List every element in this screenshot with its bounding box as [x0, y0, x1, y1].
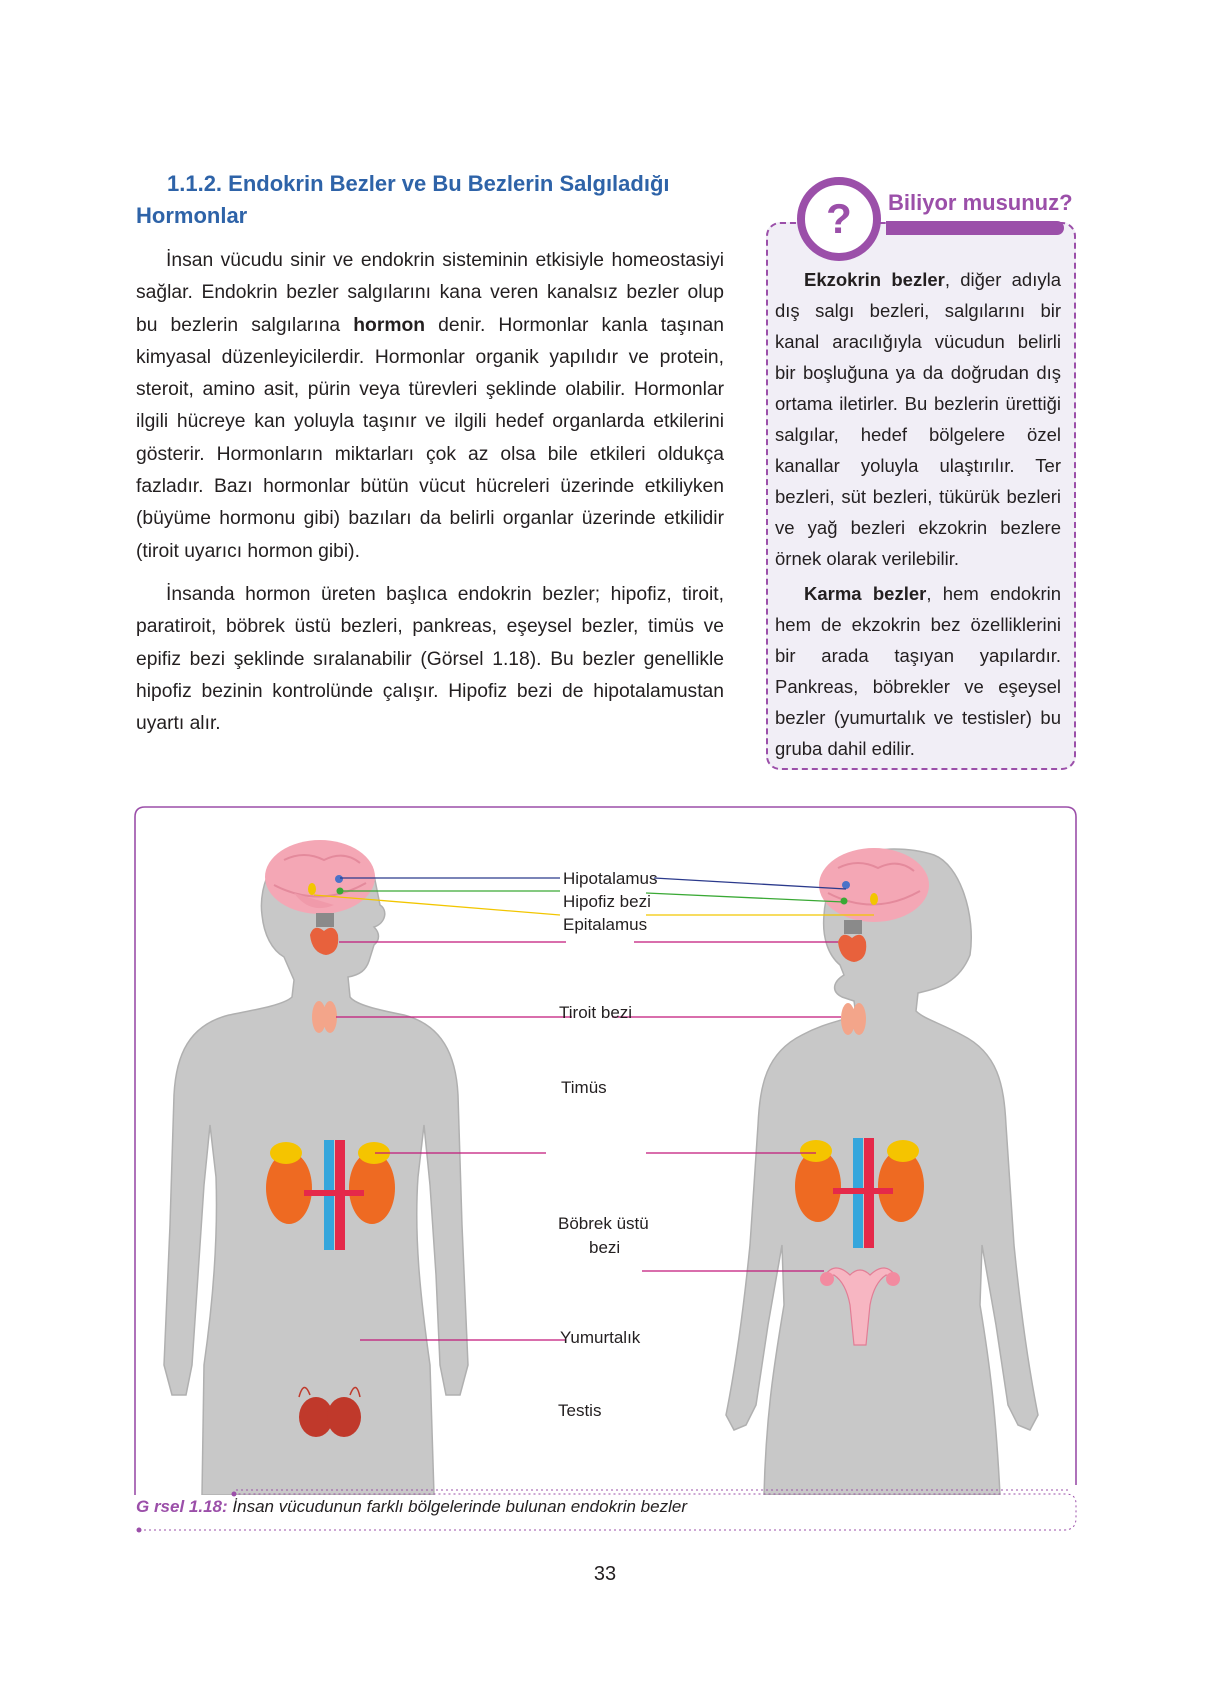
label-testis: Testis: [558, 1401, 602, 1420]
label-epitalamus: Epitalamus: [563, 915, 648, 934]
female-epitalamus: [870, 893, 878, 905]
paragraph-1: [136, 245, 724, 568]
female-hipofiz: [841, 898, 848, 905]
info-box-text: [775, 264, 1061, 764]
term-ekzokrin: Ekzokrin bezler: [804, 269, 945, 290]
paragraph-2: İnsanda hormon üreten başlıca endokrin bezler; hipofiz, tiroit, paratiroit, böbrek üstü bezleri, pankreas, eşeysel bezler, timüs ve epifiz bezi şeklinde sıralanabilir (Görsel 1.18). Bu bezler genellikle hipofiz bezinin kontrolünde çalışır. Hipofiz bezi de hipotalamustan uyartı alır.: [136, 583, 724, 735]
label-tiroit: Tiroit bezi: [559, 1003, 633, 1022]
label-yumurtalik: Yumurtalık: [560, 1328, 641, 1347]
label-bobrek-line2: bezi: [589, 1238, 621, 1257]
section-number: 1.1.2.: [167, 171, 223, 196]
label-hipofiz: Hipofiz bezi: [563, 892, 651, 911]
label-timus: Timüs: [561, 1078, 607, 1097]
main-text: [136, 245, 724, 740]
male-epitalamus: [308, 883, 316, 895]
paragraph-1-start: İnsan vücudu sinir ve endokrin sisteminin etkisiyle homeostasiyi sağlar. Endokrin bezler salgılarını kana veren kanalsız bezler olup bu bezlerin salgılarına: [136, 250, 724, 336]
caption-frame: [134, 1490, 1084, 1534]
question-mark-icon: ?: [826, 195, 852, 242]
male-brain: [265, 840, 375, 914]
section-title-line2: Hormonlar: [136, 203, 248, 228]
page-number: 33: [593, 1563, 617, 1585]
paragraph-1-rest: denir. Hormonlar kanla taşınan kimyasal düzenleyicilerdir. Hormonlar organik yapılıdır ve protein, steroit, amino asit, pürin veya türevleri şeklinde olabilir. Hormonlar ilgili hücreye kan yoluyla taşınır ve ilgili hedef organlarda etkilerini gösterir. Hormonların miktarları çok az olsa bile etkileri oldukça fazladır. Bazı hormonlar bütün vücut hücreleri üzerinde etkiliyken (büyüme hormonu gibi) bazıları da belirli organlar üzerinde etkilidir (tiroit uyarıcı hormon gibi).: [136, 314, 724, 562]
caption-text: İnsan vücudunun farklı bölgelerinde bulunan endokrin bezler: [227, 1497, 687, 1516]
label-bobrek-line1: Böbrek üstü: [558, 1214, 649, 1233]
label-hipotalamus: Hipotalamus: [563, 869, 658, 888]
female-hipotalamus: [842, 881, 850, 889]
section-heading: [136, 168, 726, 232]
section-title-line1: Endokrin Bezler ve Bu Bezlerin Salgıladığı: [228, 171, 670, 196]
info-paragraph-1-text: , diğer adıyla dış salgı bezleri, salgılarını bir kanal aracılığıyla vücudun belirli bir boşluğuna ya da doğrudan dış ortama iletirler. Bu bezlerin ürettiği salgılar, hedef bölgelere özel kanallar yoluyla ulaştırılır. Ter bezleri, süt bezleri, tükürük bezleri ve yağ bezleri ekzokrin bezlere örnek olarak verilebilir.: [775, 269, 1061, 569]
endocrine-figure: [134, 805, 1077, 1495]
caption-label: G rsel 1.18:: [136, 1497, 228, 1516]
info-paragraph-2: [775, 578, 1061, 764]
male-hipotalamus: [335, 875, 343, 883]
term-hormon: hormon: [353, 314, 426, 336]
info-box-tab: [886, 221, 1064, 235]
female-brain: [819, 848, 929, 922]
info-paragraph-2-text: , hem endokrin hem de ekzokrin bez özelliklerini bir arada taşıyan yapılardır. Pankreas, böbrekler ve eşeysel bezler (yumurtalık ve testisler) bu gruba dahil edilir.: [775, 583, 1061, 759]
info-box-title: Biliyor musunuz?: [888, 190, 1073, 215]
term-karma: Karma bezler: [804, 583, 927, 604]
info-paragraph-1: [775, 264, 1061, 574]
